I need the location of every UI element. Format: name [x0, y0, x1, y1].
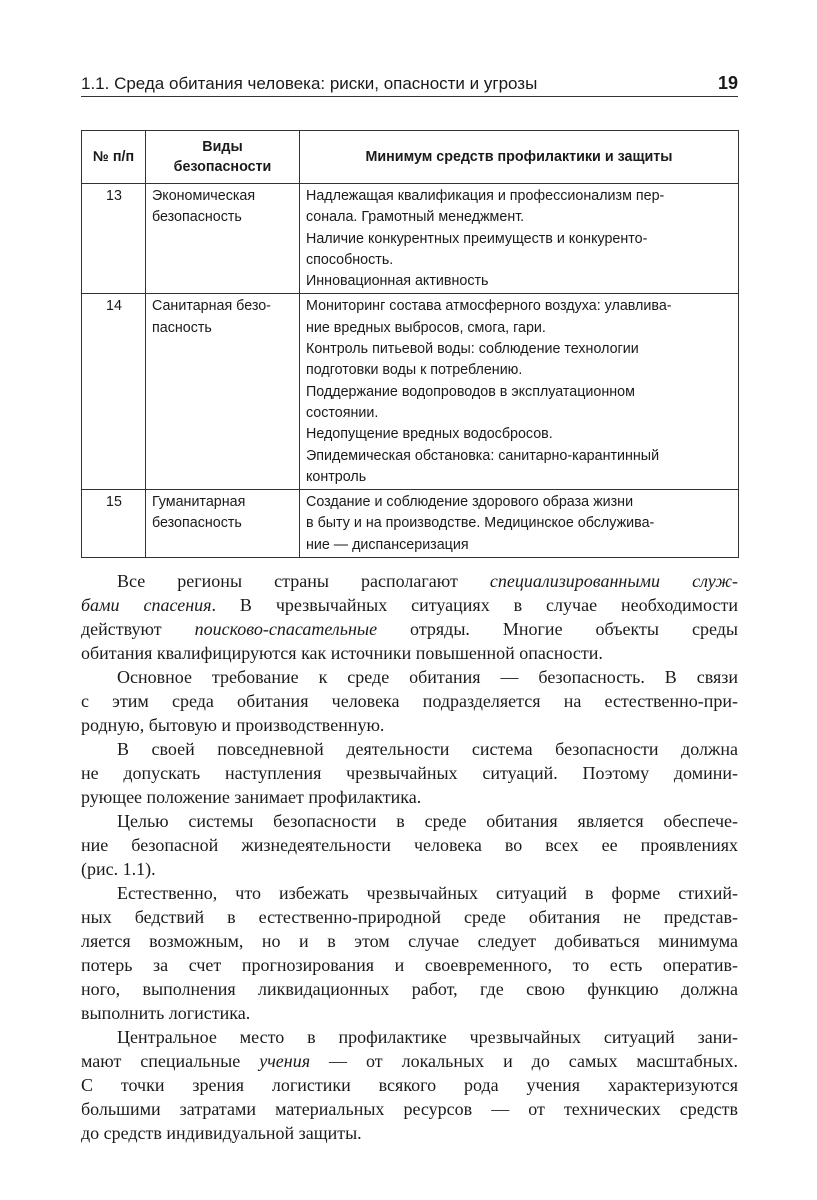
measures-line: подготовки воды к потреблению. — [306, 362, 523, 379]
text-line — [81, 713, 738, 737]
measures-line: состоянии. — [306, 404, 379, 421]
measures-line: способность. — [306, 251, 394, 268]
measures-line: в быту и на производстве. Медицинское обслужива- — [306, 515, 655, 532]
running-header-title: 1.1. Среда обитания человека: риски, опасности и угрозы — [81, 74, 538, 93]
text-segment: выполнить логистика. — [81, 1003, 251, 1023]
row-number: 13 — [82, 184, 146, 294]
text-segment: потерь за счет прогнозирования и своевременного, то есть оператив- — [81, 955, 738, 975]
safety-kind-line: Санитарная безо- — [152, 298, 271, 315]
measures-line: Поддержание водопроводов в эксплуатационном — [306, 383, 635, 400]
running-header — [81, 72, 738, 97]
text-segment: действуют — [81, 619, 195, 639]
text-line — [81, 905, 738, 929]
italic-term: специализированными служ- — [489, 571, 738, 591]
text-line — [81, 1001, 738, 1025]
text-line — [81, 689, 738, 713]
text-segment: Основное требование к среде обитания — безопасность. В связи — [117, 667, 738, 687]
paragraph — [81, 881, 738, 1025]
text-line — [81, 593, 738, 617]
safety-kind-line: безопасность — [152, 515, 242, 532]
text-line — [81, 1097, 738, 1121]
text-segment: до средств индивидуальной защиты. — [81, 1123, 362, 1143]
measures-line: контроль — [306, 468, 367, 485]
measures-line: ние — диспансеризация — [306, 536, 469, 553]
safety-kind — [146, 294, 300, 490]
text-line — [81, 929, 738, 953]
text-line — [81, 977, 738, 1001]
text-line — [81, 617, 738, 641]
safety-kind-line: безопасность — [152, 209, 242, 226]
italic-term: бами спасения — [81, 595, 212, 615]
text-segment: с этим среда обитания человека подразделяется на естественно-при- — [81, 691, 738, 711]
text-segment: Все регионы страны располагают — [117, 571, 490, 591]
measures-line: Мониторинг состава атмосферного воздуха: улавлива- — [306, 298, 672, 315]
text-line — [81, 785, 738, 809]
row-number: 14 — [82, 294, 146, 490]
text-line — [81, 953, 738, 977]
measures-line: Инновационная активность — [306, 273, 489, 290]
measures-line: Создание и соблюдение здорового образа жизни — [306, 494, 634, 511]
measures-line: Контроль питьевой воды: соблюдение технологии — [306, 341, 639, 358]
text-segment: родную, бытовую и производственную. — [81, 715, 385, 735]
text-segment: В своей повседневной деятельности система безопасности должна — [117, 739, 738, 759]
safety-kind — [146, 490, 300, 558]
text-line — [81, 1025, 738, 1049]
paragraph — [81, 737, 738, 809]
paragraph — [81, 1025, 738, 1145]
text-line — [81, 761, 738, 785]
measures — [300, 184, 739, 294]
text-segment: не допускать наступления чрезвычайных ситуаций. Поэтому домини- — [81, 763, 738, 783]
measures-line: Недопущение вредных водосбросов. — [306, 426, 553, 443]
safety-kind-line: пасность — [152, 319, 212, 336]
text-segment: отряды. Многие объекты среды — [377, 619, 738, 639]
paragraph — [81, 665, 738, 737]
table-row — [82, 294, 739, 490]
text-segment: Естественно, что избежать чрезвычайных ситуаций в форме стихий- — [117, 883, 738, 903]
text-segment: ние безопасной жизнедеятельности человека во всех ее проявлениях — [81, 835, 738, 855]
italic-term: учения — [259, 1051, 311, 1071]
header-measures: Минимум средств профилактики и защиты — [300, 131, 739, 184]
text-line — [81, 641, 738, 665]
text-segment: Целью системы безопасности в среде обитания является обеспече- — [117, 811, 738, 831]
text-line — [81, 1073, 738, 1097]
text-segment: ных бедствий в естественно-природной среде обитания не представ- — [81, 907, 738, 927]
header-kind — [146, 131, 300, 184]
header-number: № п/п — [82, 131, 146, 184]
measures-line: Надлежащая квалификация и профессионализм пер- — [306, 188, 665, 204]
row-number: 15 — [82, 490, 146, 558]
measures — [300, 294, 739, 490]
text-segment: мают специальные — [81, 1051, 260, 1071]
measures-line: Наличие конкурентных преимуществ и конкуренто- — [306, 230, 648, 247]
text-segment: ного, выполнения ликвидационных работ, где свою функцию должна — [81, 979, 738, 999]
text-line — [81, 1049, 738, 1073]
text-segment: (рис. 1.1). — [81, 859, 156, 879]
safety-measures-table — [81, 130, 739, 558]
safety-kind-line: Экономическая — [152, 188, 256, 204]
page-number: 19 — [717, 73, 738, 93]
measures-line: Эпидемическая обстановка: санитарно-карантинный — [306, 447, 660, 464]
text-segment: обитания квалифицируются как источники повышенной опасности. — [81, 643, 603, 663]
paragraph — [81, 809, 738, 881]
table-row — [82, 184, 739, 294]
text-line — [81, 833, 738, 857]
measures-line: ние вредных выбросов, смога, гари. — [306, 319, 546, 336]
text-segment: большими затратами материальных ресурсов — от технических средств — [81, 1099, 738, 1119]
text-segment: . В чрезвычайных ситуациях в случае необходимости — [211, 595, 738, 615]
text-segment: Центральное место в профилактике чрезвычайных ситуаций зани- — [117, 1027, 738, 1047]
text-segment: — от локальных и до самых масштабных. — [310, 1051, 739, 1071]
header-kind-line: безопасности — [173, 159, 272, 175]
measures — [300, 490, 739, 558]
text-line — [81, 665, 738, 689]
text-line — [81, 857, 738, 881]
text-line — [81, 881, 738, 905]
safety-kind — [146, 184, 300, 294]
text-line — [81, 569, 738, 593]
measures-line: сонала. Грамотный менеджмент. — [306, 209, 525, 226]
header-kind-line: Виды — [202, 139, 243, 155]
text-segment: рующее положение занимает профилактика. — [81, 787, 422, 807]
table-header-row — [82, 131, 739, 184]
text-segment: ляется возможным, но и в этом случае следует добиваться минимума — [81, 931, 738, 951]
text-line — [81, 737, 738, 761]
body-text — [81, 569, 738, 1145]
italic-term: поисково-спасательные — [194, 619, 378, 639]
paragraph — [81, 569, 738, 665]
text-line — [81, 1121, 738, 1145]
table-row — [82, 490, 739, 558]
text-line — [81, 809, 738, 833]
safety-kind-line: Гуманитарная — [152, 494, 246, 511]
text-segment: С точки зрения логистики всякого рода учения характеризуются — [81, 1075, 738, 1095]
